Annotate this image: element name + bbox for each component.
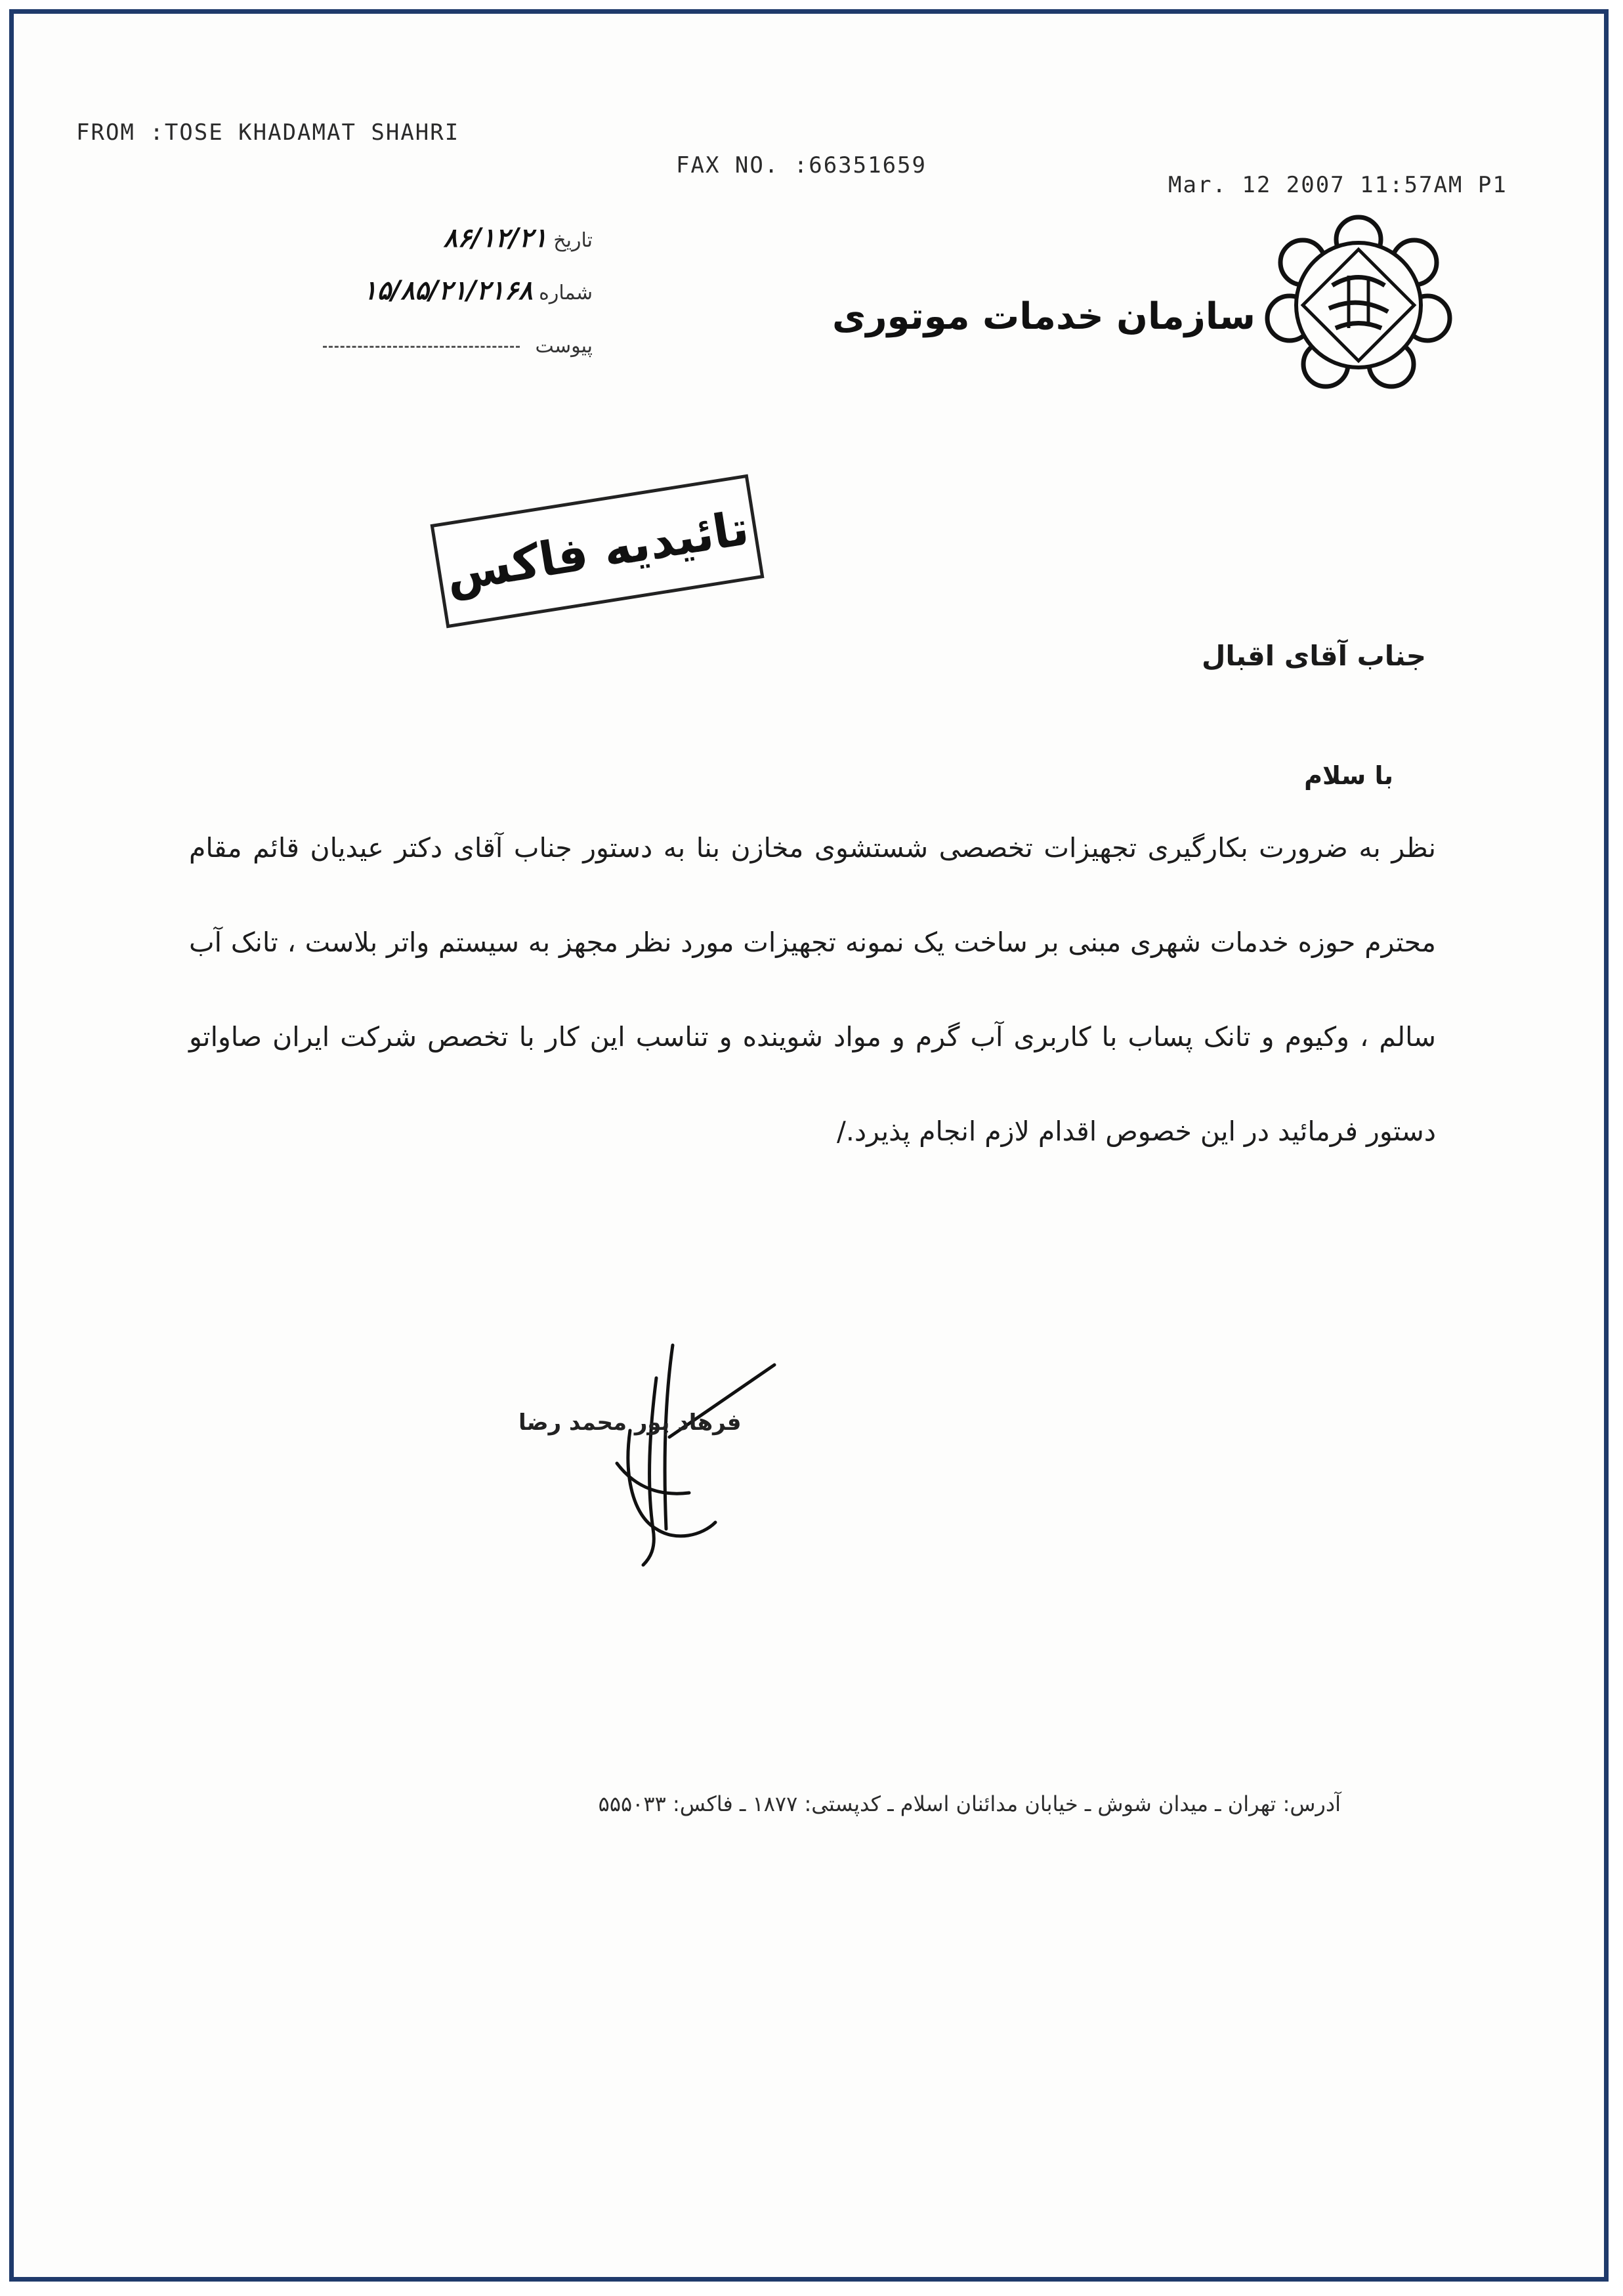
letter-attachment-label: پیوست — [535, 335, 593, 358]
greeting: با سلام — [1304, 761, 1393, 790]
letter-number-row — [354, 276, 593, 306]
letter-number-label: شماره — [539, 282, 593, 304]
letter-date-row — [434, 223, 593, 253]
footer-address: آدرس: تهران ـ میدان شوش ـ خیابان مدائنان اسلام ـ کدپستی: ۱۸۷۷ ـ فاکس: ۵۵۵۰۳۳ — [598, 1791, 1341, 1816]
letter-date-label: تاریخ — [553, 229, 593, 252]
letter-attachment-row — [323, 335, 593, 358]
tehran-municipality-logo-icon — [1263, 213, 1454, 390]
signer-name: فرهاد پور محمد رضا — [518, 1409, 742, 1436]
fax-confirmation-stamp: تائیدیه فاکس — [431, 474, 765, 629]
addressee: جناب آقای اقبال — [1201, 640, 1426, 672]
letter-number-value: ۱۵/۸۵/۲۱/۲۱۶۸ — [362, 276, 533, 306]
fax-from: FROM :TOSE KHADAMAT SHAHRI — [76, 119, 460, 146]
organization-name: سازمان خدمات موتوری — [832, 295, 1255, 338]
handwritten-signature — [499, 1332, 840, 1568]
attachment-blank-line — [323, 346, 520, 348]
letter-body: نظر به ضرورت بکارگیری تجهیزات تخصصی شستشوی مخازن بنا به دستور جناب آقای دکتر عیدیان قائم مقام محترم حوزه خدمات شهری مبنی بر ساخت یک نمونه تجهیزات مورد نظر مجهز به سیستم واتر بلاست ، تانک آب سالم ، وکیوم و تانک پساب با کاربری آب گرم و مواد شوینده و تناسب این کار با تخصص شرکت ایران صاواتو دستور فرمائید در این خصوص اقدام لازم انجام پذیرد./ — [189, 832, 1436, 1147]
fax-timestamp: Mar. 12 2007 11:57AM P1 — [1168, 172, 1507, 198]
letter-date-value: ۸۶/۱۲/۲۱ — [443, 223, 547, 253]
fax-number: FAX NO. :66351659 — [676, 152, 927, 178]
